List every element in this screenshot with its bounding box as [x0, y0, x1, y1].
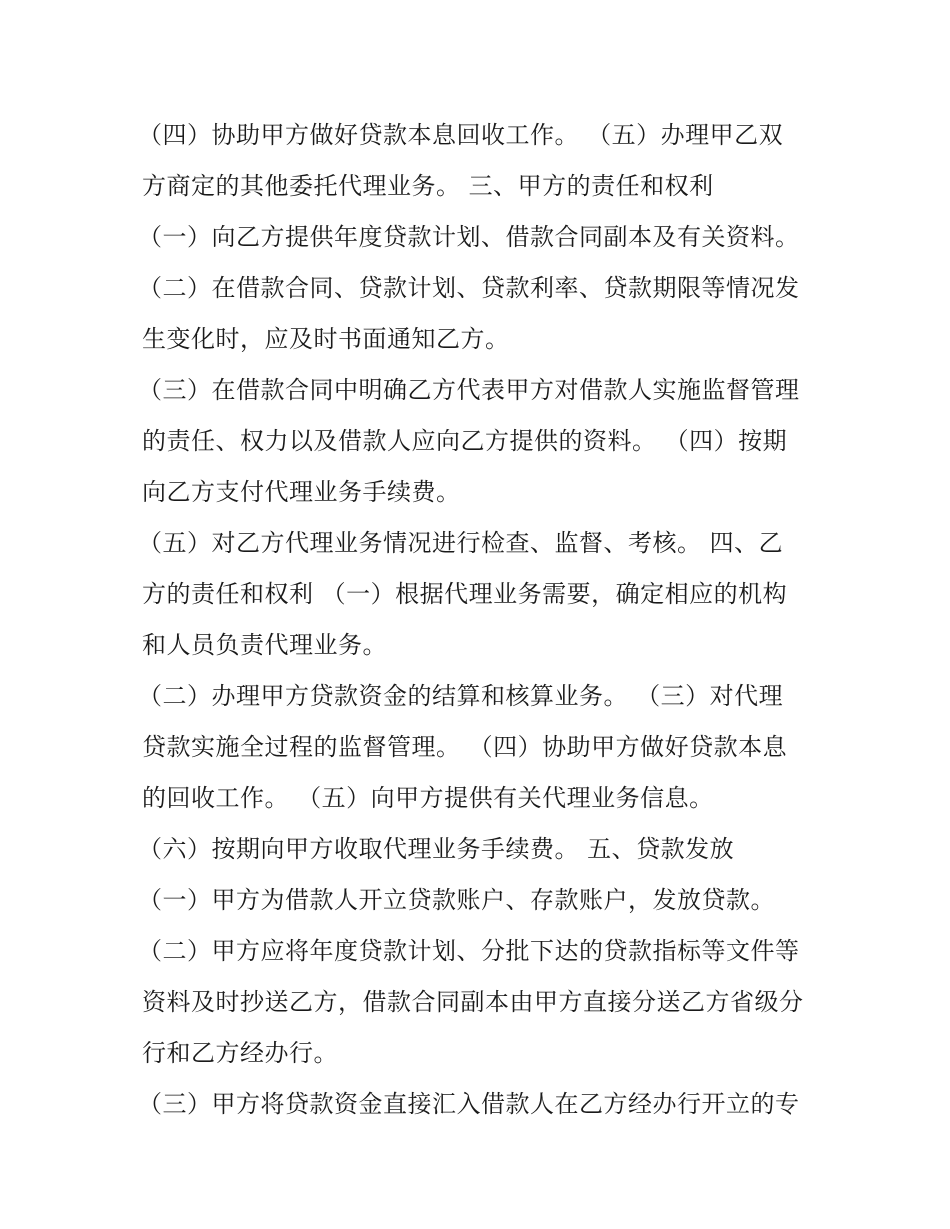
- text-line: 方商定的其他委托代理业务。 三、甲方的责任和权利: [142, 172, 714, 200]
- text-line: 生变化时，应及时书面通知乙方。: [142, 325, 510, 353]
- text-line: （二）甲方应将年度贷款计划、分批下达的贷款指标等文件等: [138, 937, 800, 965]
- text-line: 行和乙方经办行。: [142, 1039, 338, 1067]
- text-line: （一）甲方为借款人开立贷款账户、存款账户，发放贷款。: [138, 886, 775, 914]
- text-line: 的回收工作。 （五）向甲方提供有关代理业务信息。: [142, 784, 714, 812]
- document-body: [138, 110, 822, 1130]
- text-line: （六）按期向甲方收取代理业务手续费。 五、贷款发放: [138, 835, 735, 863]
- text-line: （四）协助甲方做好贷款本息回收工作。 （五）办理甲乙双: [138, 121, 784, 149]
- text-line: （二）在借款合同、贷款计划、贷款利率、贷款期限等情况发: [138, 274, 800, 302]
- text-line: （二）办理甲方贷款资金的结算和核算业务。 （三）对代理: [138, 682, 784, 710]
- text-line: 的责任、权力以及借款人应向乙方提供的资料。 （四）按期: [142, 427, 788, 455]
- text-line: 和人员负责代理业务。: [142, 631, 387, 659]
- text-line: （一）向乙方提供年度贷款计划、借款合同副本及有关资料。: [138, 223, 800, 251]
- text-line: 资料及时抄送乙方，借款合同副本由甲方直接分送乙方省级分: [142, 988, 804, 1016]
- text-line: （三）在借款合同中明确乙方代表甲方对借款人实施监督管理: [138, 376, 800, 404]
- text-line: 向乙方支付代理业务手续费。: [142, 478, 461, 506]
- text-line: 贷款实施全过程的监督管理。 （四）协助甲方做好贷款本息: [142, 733, 788, 761]
- text-line: （三）甲方将贷款资金直接汇入借款人在乙方经办行开立的专: [138, 1090, 800, 1118]
- text-line: （五）对乙方代理业务情况进行检查、监督、考核。 四、乙: [138, 529, 784, 557]
- text-line: 方的责任和权利 （一）根据代理业务需要，确定相应的机构: [142, 580, 788, 608]
